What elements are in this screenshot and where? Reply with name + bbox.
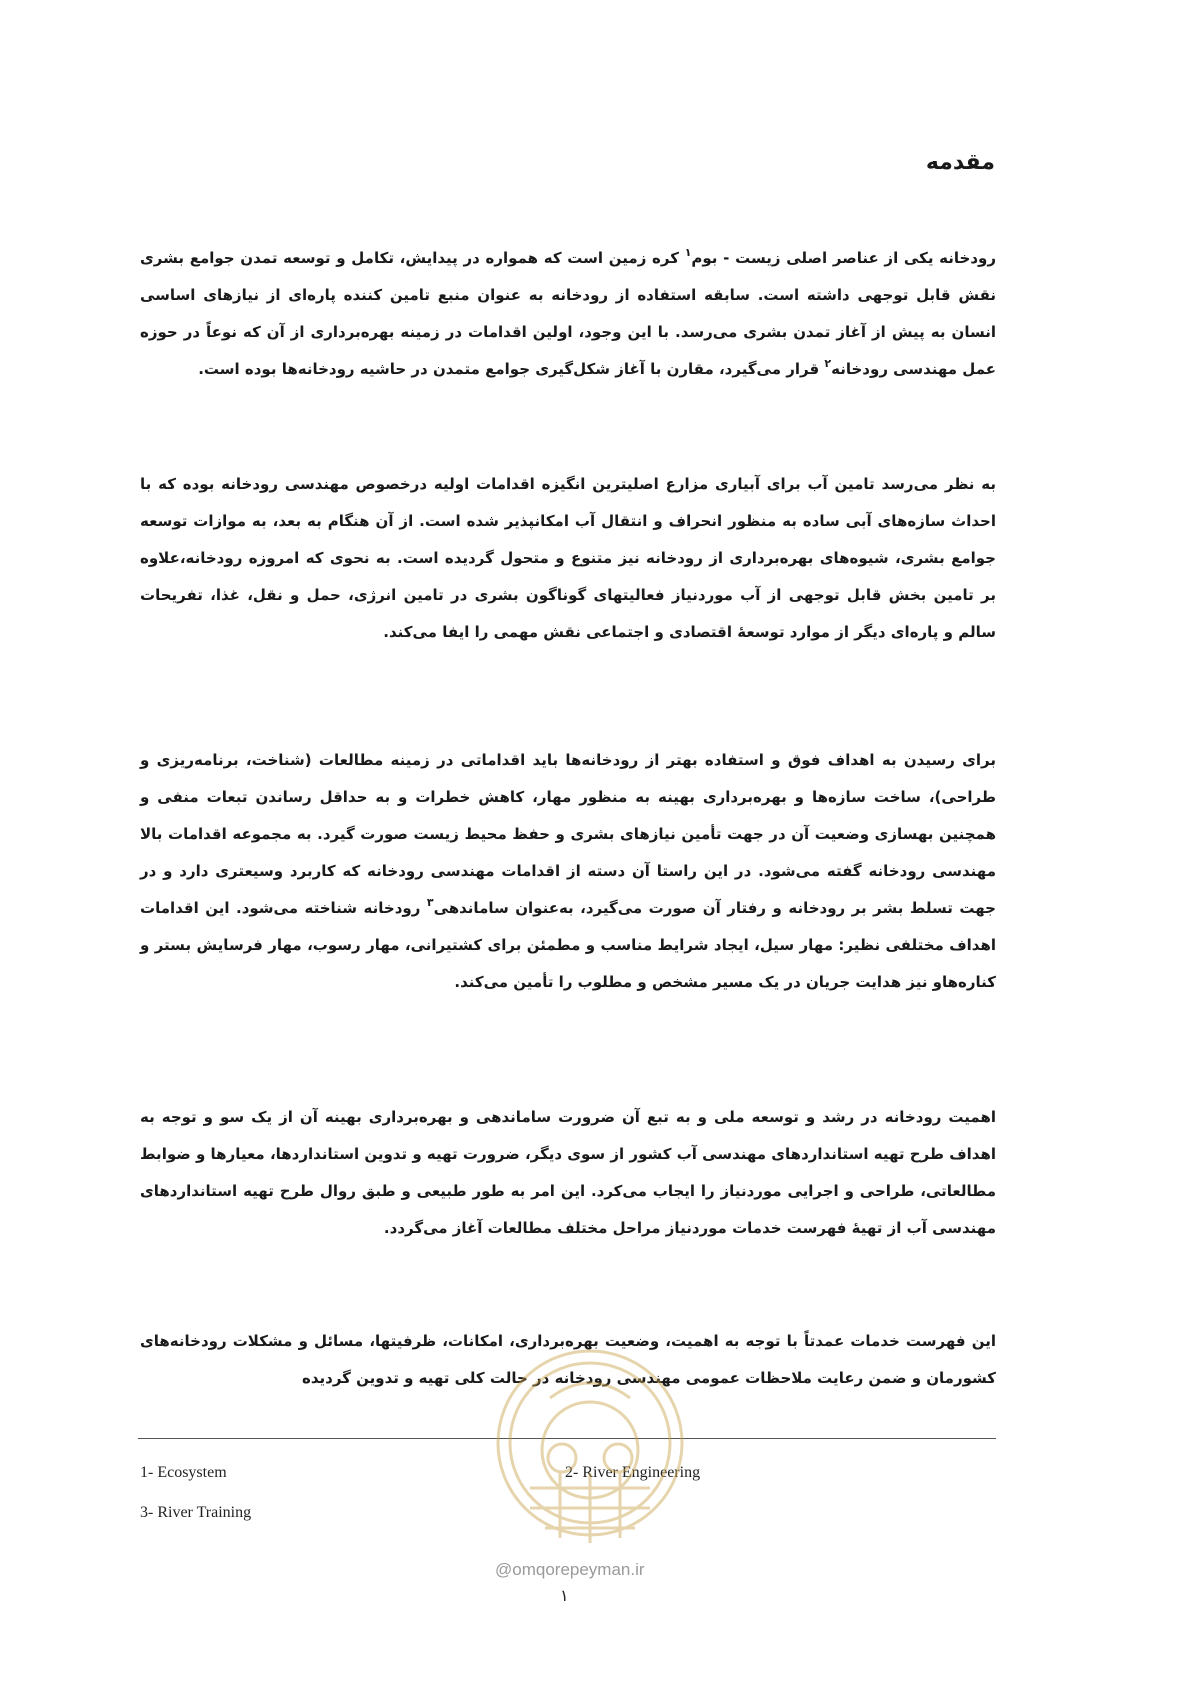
footnote-1: 1- Ecosystem xyxy=(140,1464,227,1481)
paragraph-2: به نظر می‌رسد تامین آب برای آبیاری مزارع اصلیترین انگیزه اقدامات اولیه درخصوص مهندسی رودخانه بوده که با احداث سازه‌های آبی ساده به منظور انحراف و انتقال آب امکانپذیر شده است. از آن هنگام به بعد، به موازات توسعه جوامع بشری، شیوه‌های بهره‌برداری از رودخانه نیز متنوع و متحول گردیده است. به نحوی که امروزه رودخانه،علاوه بر تامین بخش قابل توجهی از آب موردنیاز فعالیتهای گوناگون بشری در تامین انرژی، حمل و نقل، غذا، تفریحات سالم و پاره‌ای دیگر از موارد توسعهٔ اقتصادی و اجتماعی نقش مهمی را ایفا می‌کند. xyxy=(140,475,996,641)
paragraph-4: اهمیت رودخانه در رشد و توسعه ملی و به تبع آن ضرورت ساماندهی و بهره‌برداری بهینه آن از یک سو و توجه به اهداف طرح تهیه استانداردهای مهندسی آب کشور از سوی دیگر، ضرورت تهیه و تدوین استانداردها، معیارها و ضوابط مطالعاتی، طراحی و اجرایی موردنیاز را ایجاب می‌کرد. این امر به طور طبیعی و طبق روال طرح تهیه استانداردهای مهندسی آب از تهیهٔ فهرست خدمات موردنیاز مراحل مختلف مطالعات آغاز می‌گردد. xyxy=(140,1108,996,1237)
footnote-2: 2- River Engineering xyxy=(565,1464,701,1481)
paragraph-3 xyxy=(140,742,996,1001)
footnote-ref-3: ۳ xyxy=(426,896,434,909)
page-number: ۱ xyxy=(560,1586,569,1605)
paragraph-1-text-a: رودخانه یکی از عناصر اصلی زیست - بوم xyxy=(691,249,997,267)
footnote-ref-2: ۲ xyxy=(824,357,832,370)
paragraph-5: این فهرست خدمات عمدتاً با توجه به اهمیت، وضعیت بهره‌برداری، امکانات، ظرفیتها، مسائل و مشکلات رودخانه‌های کشورمان و ضمن رعایت ملاحظات عمومی مهندسی رودخانه در حالت کلی تهیه و تدوین گردیده xyxy=(140,1332,996,1387)
section-heading: مقدمه xyxy=(925,150,995,175)
watermark-website: @omqorepeyman.ir xyxy=(495,1560,645,1579)
footnote-3: 3- River Training xyxy=(140,1504,252,1521)
paragraph-1 xyxy=(140,240,996,388)
watermark-seal-icon xyxy=(490,1338,690,1558)
paragraph-1-text-c: قرار می‌گیرد، مقارن با آغاز شکل‌گیری جوامع متمدن در حاشیه رودخانه‌ها بوده است. xyxy=(198,360,825,378)
paragraph-3-text-b: رودخانه شناخته می‌شود. این اقدامات اهداف مختلفی نظیر: مهار سیل، ایجاد شرایط مناسب و مطمئن برای کشتیرانی، مهار رسوب، مهار فرسایش بستر و کناره‌هاو نیز هدایت جریان در یک مسیر مشخص و مطلوب را تأمین می‌کند. xyxy=(140,899,996,991)
paragraph-1-text-b: کره زمین است که همواره در پیدایش، تکامل و توسعه تمدن جوامع بشری نقش قابل توجهی داشته است. سابقه استفاده از رودخانه به عنوان منبع تامین کننده پاره‌ای از نیازهای اساسی انسان به پیش از آغاز تمدن بشری می‌رسد. با این وجود، اولین اقدامات در زمینه بهره‌برداری از آن که نوعاً در حوزه عمل مهندسی رودخانه xyxy=(140,249,996,378)
footnote-ref-1: ۱ xyxy=(684,246,692,259)
paragraph-3-text-a: برای رسیدن به اهداف فوق و استفاده بهتر از رودخانه‌ها باید اقداماتی در زمینه مطالعات (شناخت، برنامه‌ریزی و طراحی)، ساخت سازه‌ها و بهره‌برداری بهینه به منظور مهار، کاهش خطرات و به حداقل رساندن تبعات منفی و همچنین بهسازی وضعیت آن در جهت تأمین نیازهای بشری و حفظ محیط زیست صورت گیرد. به مجموعه اقدامات بالا مهندسی رودخانه گفته می‌شود. در این راستا آن دسته از اقدامات مهندسی رودخانه که کاربرد وسیعتری دارد و در جهت تسلط بشر بر رودخانه و رفتار آن صورت می‌گیرد، به‌عنوان ساماندهی xyxy=(140,751,996,917)
